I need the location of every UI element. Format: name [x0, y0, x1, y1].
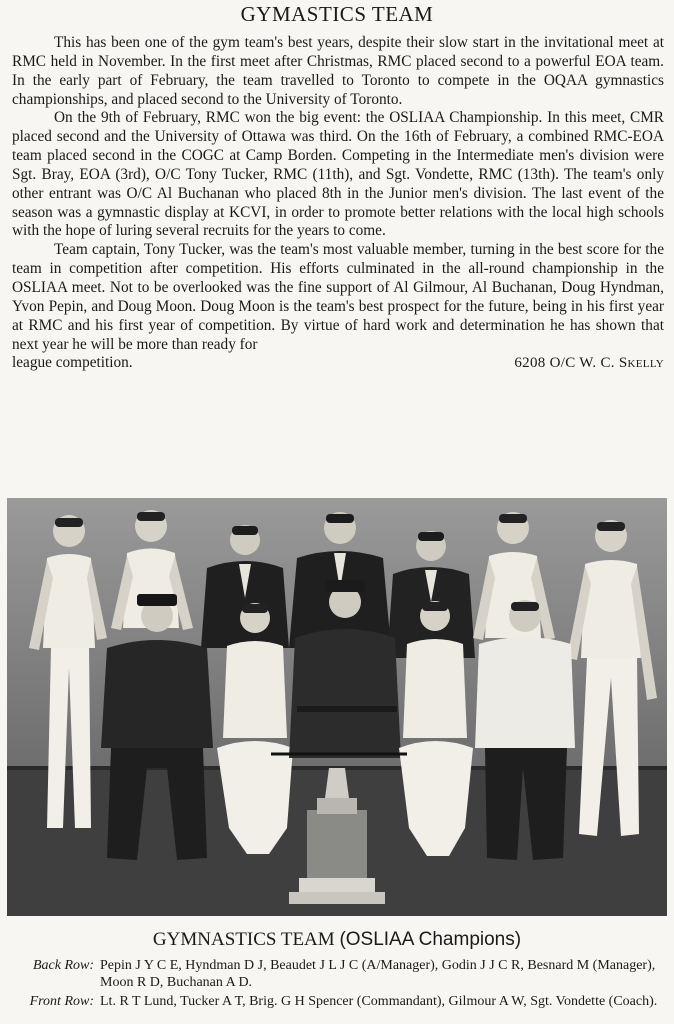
team-photo-drawing: [7, 498, 667, 916]
caption-back-row: [12, 958, 664, 991]
caption-title-main: GYMNASTICS TEAM: [152, 929, 335, 950]
signature-rank: O/C W. C.: [549, 355, 615, 372]
paragraph-1: This has been one of the gym team's best years, despite their slow start in the invitational meet at RMC held in November. In the first meet after Christmas, RMC placed second to a powerful EOA team. In the early part of February, the team travelled to Toronto to compete in the OQAA gymnastics championships, and placed second to the University of Toronto.: [12, 34, 664, 108]
page-title: GYMASTICS TEAM: [240, 2, 434, 26]
signature-number: 6208: [514, 355, 546, 372]
caption-rows: [12, 958, 664, 1014]
paragraph-2: On the 9th of February, RMC won the big event: the OSLIAA Championship. In this meet, CMR placed second and the University of Ottawa was third. On the 16th of February, a combined RMC-EOA team placed second in the COGC at Camp Borden. Competing in the Intermediate men's division were Sgt. Bray, EOA (3rd), O/C Tony Tucker, RMC (11th), and Sgt. Vondette, RMC (13th). The team's only other entrant was O/C Al Buchanan who placed 8th in the Junior men's division. The last event of the season was a gymnastic display at KCVI, in order to promote better relations with the local high schools with the hope of luring several recruits for the years to come.: [12, 109, 664, 240]
caption-title: [0, 929, 674, 951]
caption-subtitle: (OSLIAA Champions): [339, 929, 522, 950]
paragraph-3-end: league competition.: [12, 354, 133, 372]
article-body: [12, 34, 664, 373]
team-photo: [7, 498, 667, 916]
paragraph-3: Team captain, Tony Tucker, was the team's most valuable member, turning in the best score for the team in competition after competition. His efforts culminated in the all-round championship in the OSLIAA meet. Not to be overlooked was the fine support of Al Gilmour, Al Buchanan, Doug Hyndman, Yvon Pepin, and Doug Moon. Doug Moon is the team's best prospect for the future, being in his first year at RMC and his first year of competition. By virtue of hard work and determination he has shown that next year he will be more than ready for: [12, 241, 664, 353]
front-row-label: Front Row:: [29, 994, 94, 1009]
caption-front-row: [12, 994, 664, 1011]
author-signature: [514, 354, 664, 373]
signature-name: Skelly: [618, 355, 664, 372]
front-row-names: Lt. R T Lund, Tucker A T, Brig. G H Spencer (Commandant), Gilmour A W, Sgt. Vondette (Coach).: [100, 994, 658, 1009]
back-row-label: Back Row:: [32, 958, 94, 973]
closing-line: [12, 354, 664, 373]
back-row-names: Pepin J Y C E, Hyndman D J, Beaudet J L J C (A/Manager), Godin J J C R, Besnard M (Manager), Moon R D, Buchanan A D.: [100, 958, 656, 990]
